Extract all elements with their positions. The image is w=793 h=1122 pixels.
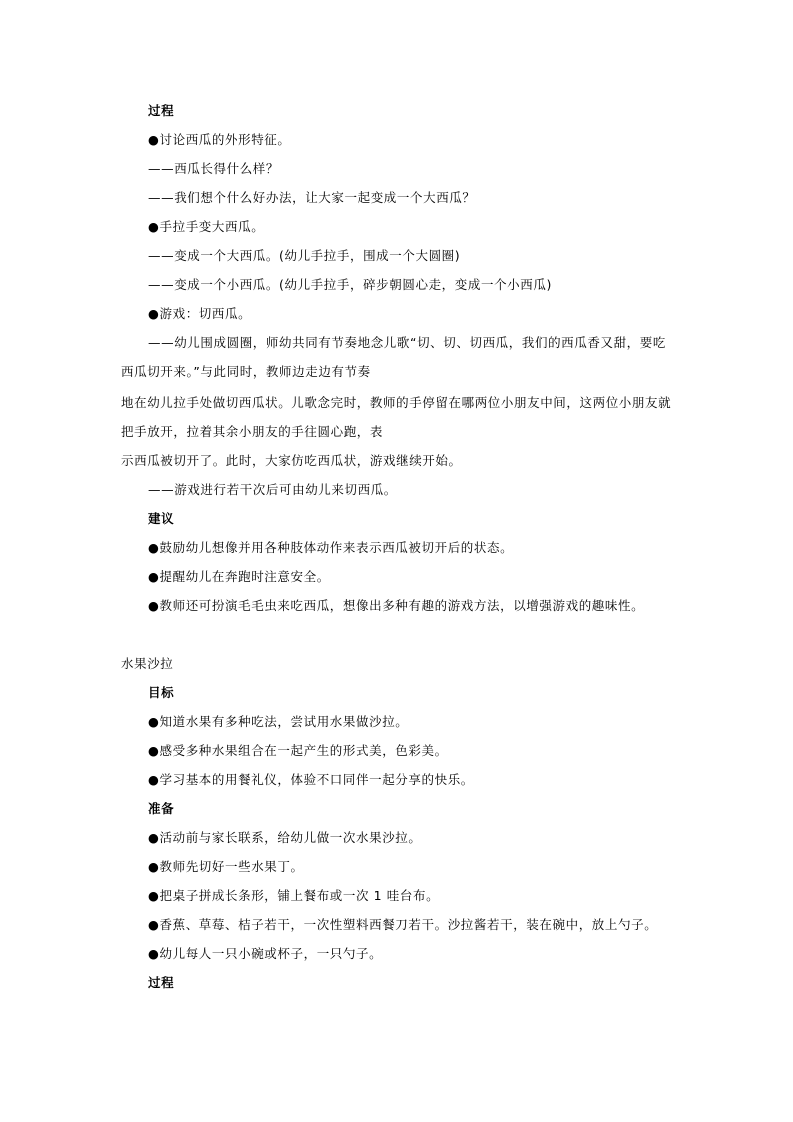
heading-suggestion: 建议 [148, 511, 175, 526]
heading-process: 过程 [148, 975, 175, 990]
bullet-item: ●学习基本的用餐礼仪，体验不口同伴一起分享的快乐。 [148, 772, 474, 787]
paragraph-continued: 西瓜切开来。”与此同时，教师边走边有节奏 [121, 364, 371, 379]
paragraph: ——变成一个大西瓜。(幼儿手拉手，围成一个大圆圈) [148, 248, 461, 263]
bullet-item: ●活动前与家长联系，给幼儿做一次水果沙拉。 [148, 830, 422, 845]
paragraph: ●游戏：切西瓜。 [148, 306, 252, 321]
paragraph: ——西瓜长得什么样？ [148, 161, 280, 176]
bullet-item: ●教师还可扮演毛毛虫来吃西瓜，想像出多种有趣的游戏方法，以增强游戏的趣味性。 [148, 598, 645, 613]
paragraph: ●讨论西瓜的外形特征。 [148, 132, 291, 147]
paragraph: ●手拉手变大西瓜。 [148, 219, 265, 234]
bullet-item: ●幼儿每人一只小碗或杯子，一只勺子。 [148, 946, 383, 961]
heading-preparation: 准备 [148, 801, 175, 816]
paragraph-continued: 地在幼儿拉手处做切西瓜状。儿歌念完时，教师的手停留在哪两位小朋友中间，这两位小朋友就 [121, 395, 672, 410]
bullet-item: ●感受多种水果组合在一起产生的形式美，色彩美。 [148, 743, 448, 758]
heading-goal: 目标 [148, 685, 175, 700]
paragraph: ——游戏进行若干次后可由幼儿来切西瓜。 [148, 482, 397, 497]
bullet-item: ●把桌子拼成长条形，铺上餐布或一次 1 哇台布。 [148, 888, 440, 903]
paragraph-continued: 示西瓜被切开了。此时，大家仿吃西瓜状，游戏继续开始。 [121, 453, 462, 468]
bullet-item: ●鼓励幼儿想像并用各种肢体动作来表示西瓜被切开后的状态。 [148, 540, 514, 555]
paragraph: ——我们想个什么好办法，让大家一起变成一个大西瓜？ [148, 190, 476, 205]
paragraph: ——变成一个小西瓜。(幼儿手拉手，碎步朝圆心走，变成一个小西瓜) [148, 277, 552, 292]
heading-process: 过程 [148, 103, 175, 118]
paragraph-continued: 把手放开，拉着其余小朋友的手往圆心跑，表 [121, 424, 384, 439]
bullet-item: ●知道水果有多种吃法，尝试用水果做沙拉。 [148, 714, 409, 729]
section-title: 水果沙拉 [121, 656, 174, 671]
bullet-item: ●香蕉、草莓、桔子若干，一次性塑料西餐刀若干。沙拉酱若干，装在碗中，放上勺子。 [148, 917, 658, 932]
paragraph: ——幼儿围成圆圈，师幼共同有节奏地念儿歌“切、切、切西瓜，我们的西瓜香又甜，要吃 [148, 335, 666, 350]
bullet-item: ●提醒幼儿在奔跑时注意安全。 [148, 569, 330, 584]
bullet-item: ●教师先切好一些水果丁。 [148, 859, 304, 874]
